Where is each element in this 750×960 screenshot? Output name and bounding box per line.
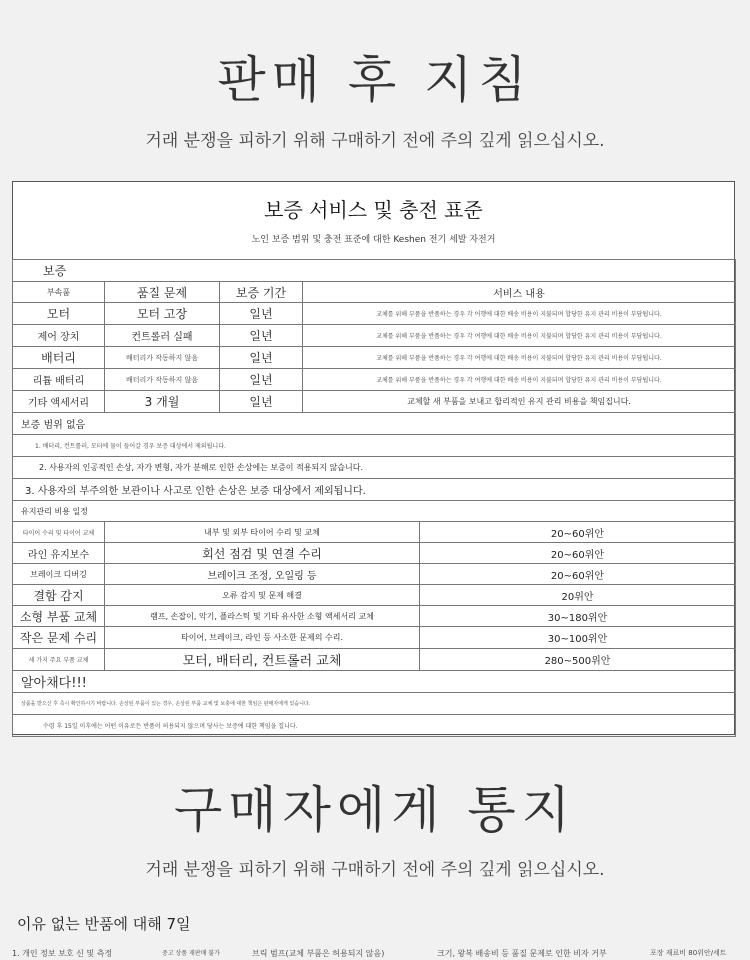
warranty-service: 교체를 위해 부품을 반품하는 경우 각 여행에 대한 배송 비용이 지불되며 합당한 유지 관리 비용이 부담됩니다. xyxy=(303,325,736,347)
buyer-notice-title: 구매자에게 통지 xyxy=(174,781,576,839)
fee-item: 세 가지 주요 부품 교체 xyxy=(13,649,105,671)
fee-content: 타이어, 브레이크, 라인 등 사소한 문제의 수리. xyxy=(105,627,420,649)
warranty-part: 제어 장치 xyxy=(13,325,105,347)
warranty-part: 배터리 xyxy=(13,347,105,369)
page-subtitle: 거래 분쟁을 피하기 위해 구매하기 전에 주의 깊게 읽으십시오. xyxy=(145,131,605,151)
fee-item: 타이어 수리 및 타이어 교체 xyxy=(13,522,105,543)
fee-content: 모터, 배터리, 컨트롤러 교체 xyxy=(105,649,420,671)
column-header: 보증 기간 xyxy=(220,282,303,303)
fee-price: 20위안 xyxy=(420,585,736,606)
notice-item: 상품을 받으신 후 즉시 확인하시기 바랍니다. 손상된 부품이 있는 경우, 손상된 부품 교체 및 보충에 대한 책임은 판매자에게 있습니다. xyxy=(13,693,736,715)
fee-section-label: 유지관리 비용 일정 xyxy=(13,501,736,522)
column-header: 부속품 xyxy=(13,282,105,303)
exclusion-section-label: 보증 범위 없음 xyxy=(13,413,736,435)
warranty-period: 일년 xyxy=(220,303,303,325)
exclusion-item: 2. 사용자의 인공적인 손상, 자가 변형, 자가 분해로 인한 손상에는 보증이 적용되지 않습니다. xyxy=(13,457,736,479)
warranty-period: 일년 xyxy=(220,347,303,369)
return-policy-item: 중고 상품 재판매 불가 xyxy=(162,950,220,957)
return-policy-heading: 이유 없는 반품에 대해 7일 xyxy=(17,915,191,933)
fee-price: 30~180위안 xyxy=(420,606,736,627)
warranty-service: 교체를 위해 부품을 반품하는 경우 각 여행에 대한 배송 비용이 지불되며 합당한 유지 관리 비용이 부담됩니다. xyxy=(303,369,736,391)
warranty-period: 일년 xyxy=(220,325,303,347)
warranty-section-label: 보증 xyxy=(13,260,736,282)
warranty-issue: 컨트롤러 실패 xyxy=(105,325,220,347)
column-header: 서비스 내용 xyxy=(303,282,736,303)
page-title: 판매 후 지침 xyxy=(217,51,533,109)
warranty-issue: 모터 고장 xyxy=(105,303,220,325)
fee-content: 내부 및 외부 타이어 수리 및 교체 xyxy=(105,522,420,543)
notice-section-label: 알아채다!!! xyxy=(13,671,736,693)
buyer-notice-subtitle: 거래 분쟁을 피하기 위해 구매하기 전에 주의 깊게 읽으십시오. xyxy=(145,860,605,880)
return-policy-item: 1. 개인 정보 보호 신 및 측정 xyxy=(12,949,113,958)
warranty-sheet-title: 보증 서비스 및 충전 표준 xyxy=(264,198,483,222)
warranty-issue: 3 개월 xyxy=(105,391,220,413)
notice-item: 수령 후 15일 이후에는 어떤 이유로든 반품이 허용되지 않으며 당사는 보증에 대한 책임을 집니다. xyxy=(13,715,736,737)
fee-content: 회선 점검 및 연결 수리 xyxy=(105,543,420,564)
fee-price: 280~500위안 xyxy=(420,649,736,671)
fee-item: 소형 부품 교체 xyxy=(13,606,105,627)
fee-content: 브레이크 조정, 오일링 등 xyxy=(105,564,420,585)
return-policy-item: 포장 재료비 80위안/세트 xyxy=(650,949,727,957)
fee-price: 20~60위안 xyxy=(420,522,736,543)
exclusion-item: 1. 배터리, 컨트롤러, 모터에 물이 들어갈 경우 보증 대상에서 제외됩니다. xyxy=(13,435,736,457)
fee-price: 20~60위안 xyxy=(420,543,736,564)
warranty-service: 교체를 위해 부품을 반품하는 경우 각 어행에 대한 배송 비용이 지불되며 합당한 유지 관리 비용이 부담됩니다. xyxy=(303,303,736,325)
exclusion-item: 3. 사용자의 부주의한 보관이나 사고로 인한 손상은 보증 대상에서 제외됩니다. xyxy=(13,479,736,501)
fee-price: 20~60위안 xyxy=(420,564,736,585)
fee-content: 오류 감지 및 문제 해결 xyxy=(105,585,420,606)
warranty-issue: 배터리가 작동하지 않음 xyxy=(105,347,220,369)
return-policy-item: 크기, 왕복 배송비 등 품질 문제로 인한 비자 거부 xyxy=(437,949,607,958)
warranty-part: 기타 액세서리 xyxy=(13,391,105,413)
warranty-table xyxy=(12,259,736,737)
fee-item: 라인 유지보수 xyxy=(13,543,105,564)
fee-item: 결함 감지 xyxy=(13,585,105,606)
fee-item: 브레이크 디버깅 xyxy=(13,564,105,585)
return-policy-item: 브릭 범프(교체 부품은 허용되지 않음) xyxy=(252,949,385,958)
warranty-service: 교체할 새 부품을 보내고 합리적인 유지 관리 비용을 책임집니다. xyxy=(303,391,736,413)
fee-content: 램프, 손잡이, 악기, 플라스틱 및 기타 유사한 소형 액세서리 교체 xyxy=(105,606,420,627)
warranty-period: 일년 xyxy=(220,391,303,413)
warranty-sheet-subtitle: 노인 보증 범위 및 충전 표준에 대한 Keshen 전기 세발 자전거 xyxy=(251,235,496,245)
return-policy-row xyxy=(12,944,750,960)
warranty-issue: 배터리가 작동하지 않음 xyxy=(105,369,220,391)
warranty-part: 리튬 배터리 xyxy=(13,369,105,391)
column-header: 품질 문제 xyxy=(105,282,220,303)
fee-item: 작은 문제 수리 xyxy=(13,627,105,649)
fee-price: 30~100위안 xyxy=(420,627,736,649)
warranty-part: 모터 xyxy=(13,303,105,325)
warranty-sheet xyxy=(12,181,735,735)
warranty-period: 일년 xyxy=(220,369,303,391)
warranty-service: 교체를 위해 부품을 반품하는 경우 각 여행에 대한 배송 비용이 지불되며 합당한 유지 관리 비용이 부담됩니다. xyxy=(303,347,736,369)
